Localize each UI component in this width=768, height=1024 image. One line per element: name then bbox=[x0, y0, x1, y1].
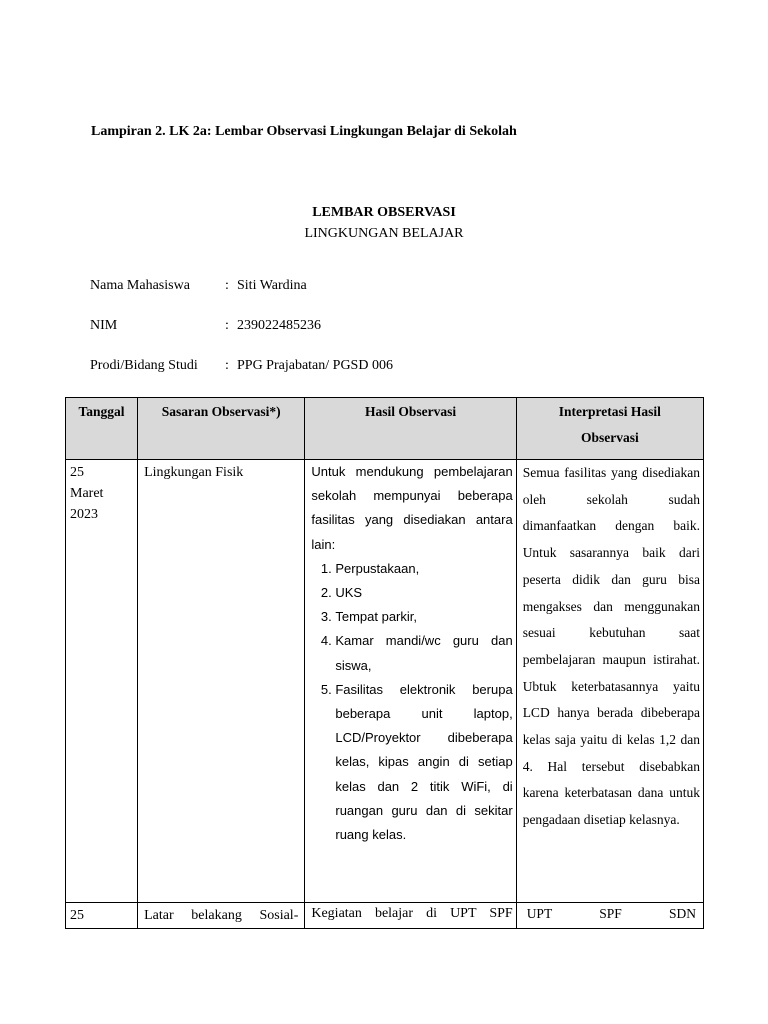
cell-tanggal: 25 bbox=[66, 903, 138, 929]
prodi-separator: : bbox=[225, 358, 229, 373]
header-interpretasi bbox=[516, 398, 703, 460]
tanggal-text: 25 Maret 2023 bbox=[70, 465, 104, 522]
prodi-label: Prodi/Bidang Studi bbox=[90, 358, 198, 373]
table-row bbox=[66, 460, 704, 903]
table-header-row bbox=[66, 398, 704, 460]
header-interpretasi-text: Interpretasi Hasil Observasi bbox=[558, 404, 661, 445]
cell-hasil bbox=[305, 903, 516, 929]
cell-sasaran: Lingkungan Fisik bbox=[138, 460, 305, 903]
nama-separator: : bbox=[225, 278, 229, 293]
info-prodi-row bbox=[90, 358, 393, 374]
hasil-intro: Untuk mendukung pembelajaran sekolah mempunyai beberapa fasilitas yang disediakan antara lain: bbox=[311, 464, 513, 552]
info-nim-row bbox=[90, 318, 321, 334]
hasil-item: 3. Tempat parkir, bbox=[335, 605, 512, 629]
sasaran-text: Latar belakang Sosial- bbox=[144, 908, 299, 923]
prodi-value: PPG Prajabatan/ PGSD 006 bbox=[237, 358, 393, 373]
hasil-item: 5. Fasilitas elektronik berupa beberapa unit laptop, LCD/Proyektor dibeberapa kelas, kipas angin di setiap kelas dan 2 titik WiFi, di ruangan guru dan di sekitar ruang kelas. bbox=[335, 678, 512, 847]
cell-hasil bbox=[305, 460, 516, 903]
nama-label: Nama Mahasiswa bbox=[90, 278, 190, 293]
table-row bbox=[66, 903, 704, 929]
form-heading bbox=[0, 203, 768, 245]
observation-table bbox=[65, 397, 704, 929]
heading-main: LEMBAR OBSERVASI bbox=[312, 205, 456, 220]
document-title: Lampiran 2. LK 2a: Lembar Observasi Lingkungan Belajar di Sekolah bbox=[91, 124, 517, 139]
header-tanggal: Tanggal bbox=[66, 398, 138, 460]
cell-sasaran bbox=[138, 903, 305, 929]
interpretasi-text: UPT SPF SDN bbox=[526, 906, 696, 921]
nama-value: Siti Wardina bbox=[237, 278, 307, 293]
cell-interpretasi: Semua fasilitas yang disediakan oleh sekolah sudah dimanfaatkan dengan baik. Untuk sasarannya baik dari peserta didik dan guru bisa mengakses dan menggunakan sesuai kebutuhan saat pembelajaran maupun istirahat. Ubtuk keterbatasannya yaitu LCD hanya berada dibeberapa kelas saja yaitu di kelas 1,2 dan 4. Hal tersebut disebabkan karena keterbatasan dana untuk pengadaan disetiap kelasnya. bbox=[516, 460, 703, 903]
hasil-item: 2. UKS bbox=[335, 581, 512, 605]
hasil-text: Kegiatan belajar di UPT SPF bbox=[311, 906, 513, 921]
cell-tanggal bbox=[66, 460, 138, 903]
hasil-list bbox=[311, 557, 512, 847]
nim-separator: : bbox=[225, 318, 229, 333]
info-nama-row bbox=[90, 278, 307, 294]
header-sasaran: Sasaran Observasi*) bbox=[138, 398, 305, 460]
header-hasil: Hasil Observasi bbox=[305, 398, 516, 460]
nim-value: 239022485236 bbox=[237, 318, 321, 333]
hasil-item: 4. Kamar mandi/wc guru dan siswa, bbox=[335, 629, 512, 677]
nim-label: NIM bbox=[90, 318, 118, 333]
cell-interpretasi bbox=[516, 903, 703, 929]
heading-sub: LINGKUNGAN BELAJAR bbox=[304, 226, 464, 241]
hasil-item: 1. Perpustakaan, bbox=[335, 557, 512, 581]
